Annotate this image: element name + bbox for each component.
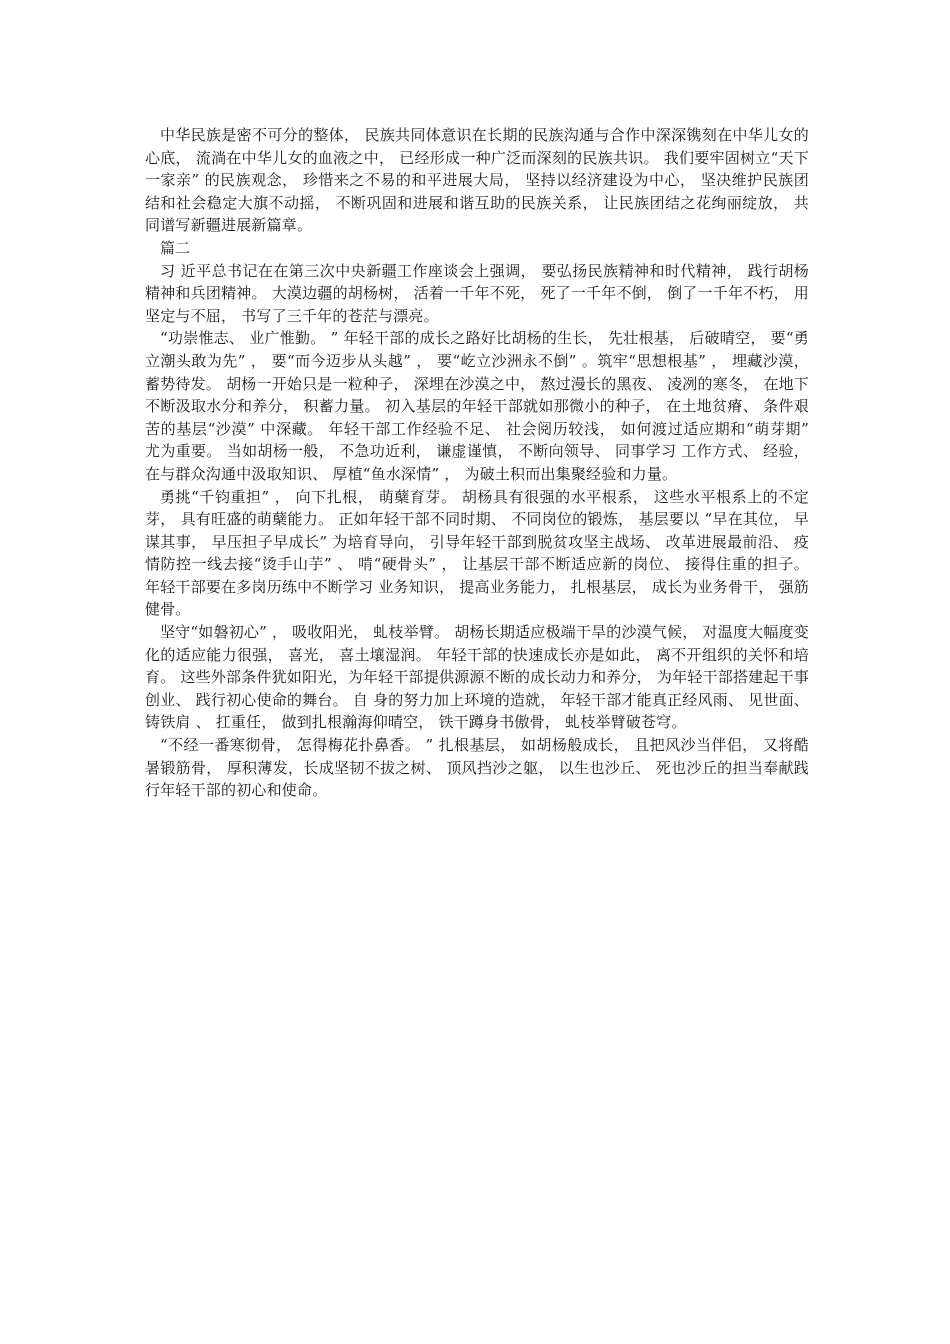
paragraph-original-aspiration: 坚守“如磐初心” ， 吸收阳光， 虬枝举臂。 胡杨长期适应极端干旱的沙漠气候， 对温度大幅度变化的适应能力很强， 喜光， 喜土壤湿润。 年轻干部的快速成长亦是如此， 离不开组织的关怀和培育。 这些外部条件犹如阳光，为年轻干部提供源源不断的成长动力和养分， 为年轻干部搭建起干事创业、 践行初心使命的舞台。 自 身的努力加上环境的造就， 年轻干部才能真正经风雨、 见世面、 铸铁肩 、 扛重任， 做到扎根瀚海仰晴空， 铁干蹲身书傲骨， 虬枝举臂破苍穹。 <box>145 623 809 732</box>
paragraph-ideological-foundation: “功崇惟志、 业广惟勤。 ” 年轻干部的成长之路好比胡杨的生长， 先壮根基， 后破晴空， 要“勇立潮头敢为先” ， 要“而今迈步从头越” ， 要“屹立沙洲永不倒” 。筑牢“思想根基” ， 埋藏沙漠， 蓄势待发。 胡杨一开始只是一粒种子， 深埋在沙漠之中， 熬过漫长的黑夜、 凌冽的寒冬， 在地下不断汲取水分和养分， 积蓄力量。 初入基层的年轻干部就如那微小的种子， 在土地贫瘠、 条件艰苦的基层“沙漠” 中深藏。 年轻干部工作经验不足、 社会阅历较浅， 如何渡过适应期和“萌芽期” 尤为重要。 当如胡杨一般， 不急功近利， 谦虚谨慎， 不断向领导、 同事学习 工作方式、 经验， 在与群众沟通中汲取知识、 厚植“鱼水深情” ， 为破土积而出集聚经验和力量。 <box>145 329 809 483</box>
section-heading-part-two: 篇二 <box>160 238 191 257</box>
paragraph-national-unity: 中华民族是密不可分的整体， 民族共同体意识在长期的民族沟通与合作中深深镌刻在中华儿女的心底， 流淌在中华儿女的血液之中， 已经形成一种广泛而深刻的民族共识。 我们要牢固树立“天下一家亲” 的民族观念， 珍惜来之不易的和平进展大局， 坚持以经济建设为中心， 坚决维护民族团结和社会稳定大旗不动摇， 不断巩固和进展和谐互助的民族关系， 让民族团结之花绚丽绽放， 共同谱写新疆进展新篇章。 <box>145 126 809 235</box>
document-body <box>145 124 809 802</box>
paragraph-conclusion: “不经一番寒彻骨， 怎得梅花扑鼻香。 ” 扎根基层， 如胡杨般成长， 且把风沙当伴侣， 又将酷暑锻筋骨， 厚积薄发，长成坚韧不拔之树、 顶风挡沙之躯， 以生也沙丘、 死也沙丘的担当奉献践行年轻干部的初心和使命。 <box>145 736 809 800</box>
paragraph-populus-spirit-intro: 习 近平总书记在在第三次中央新疆工作座谈会上强调， 要弘扬民族精神和时代精神， 践行胡杨精神和兵团精神。 大漠边疆的胡杨树， 活着一千年不死， 死了一千年不倒， 倒了一千年不朽， 用坚定与不屈， 书写了三千年的苍茫与漂亮。 <box>145 261 809 325</box>
paragraph-heavy-responsibility: 勇挑“千钧重担” ， 向下扎根， 萌蘖育芽。 胡杨具有很强的水平根系， 这些水平根系上的不定芽， 具有旺盛的萌蘖能力。 正如年轻干部不同时期、 不同岗位的锻炼， 基层要以 “早在其位， 早谋其事， 早压担子早成长” 为培育导向， 引导年轻干部到脱贫攻坚主战场、 改革进展最前沿、 疫情防控一线去接“烫手山芋” 、 啃“硬骨头” ， 让基层干部不断适应新的岗位、 接得住重的担子。 年轻干部要在多岗历练中不断学习 业务知识， 提高业务能力， 扎根基层， 成长为业务骨干， 强筋健骨。 <box>145 487 809 619</box>
